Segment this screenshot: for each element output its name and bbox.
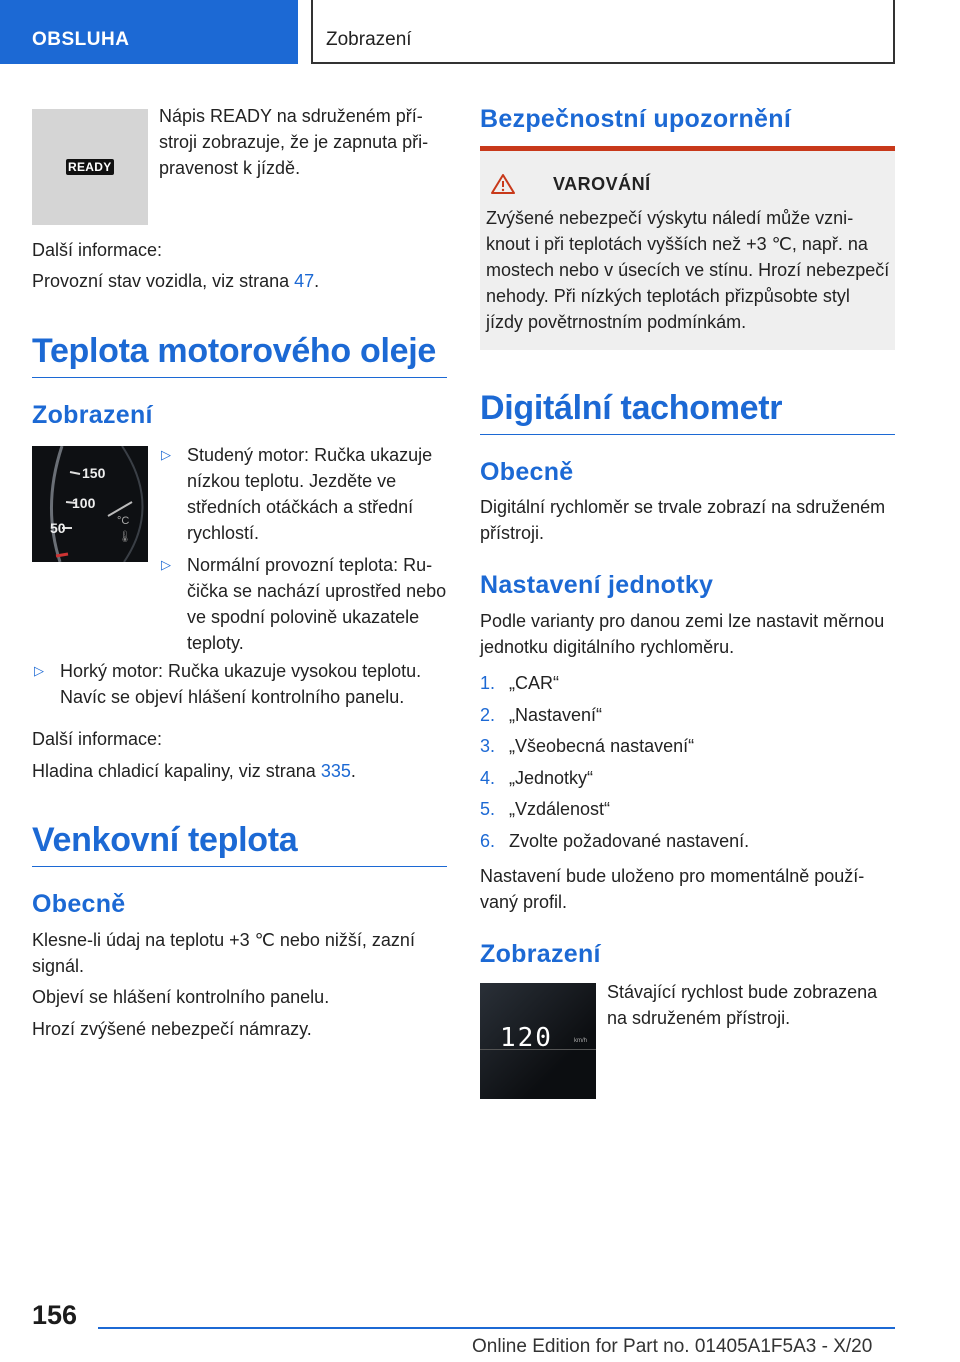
speed-display-thumbnail <box>480 983 596 1099</box>
warning-label: VAROVÁNÍ <box>553 174 651 194</box>
chapter-tab <box>311 0 895 64</box>
ready-thumbnail <box>32 109 148 225</box>
page-link-47[interactable]: 47 <box>294 271 315 291</box>
more-info-label-2: Další informace: <box>32 729 163 749</box>
unit-setting-text: Podle varianty pro danou zemi lze nastavit měrnou jednotku digitálního rychloměru. <box>480 611 885 657</box>
gauge-unit-label: °C <box>117 515 130 527</box>
page-link-335[interactable]: 335 <box>320 761 351 781</box>
warning-text: Zvýšené nebezpečí výskytu náledí může vzniknout i při teplotách vyšších než +3 ℃, např. na mostech nebo v úsecích ve stínu. Hrozí nebezpečí nehody. Při nízkých teplotách přizpůsobte styl jízdy povětrnostním podmínkám. <box>486 208 890 332</box>
list-item: ▷ Horký motor: Ručka ukazuje vysokou teplotu. Navíc se objeví hlášení kontrolního panelu. <box>34 658 447 710</box>
speedo-display-text: Stávající rychlost bude zobrazena na sdruženém přístroji. <box>607 982 878 1028</box>
outside-text-2: Objeví se hlášení kontrolního panelu. <box>32 987 330 1007</box>
outside-text-3: Hrozí zvýšené nebezpečí námrazy. <box>32 1019 312 1039</box>
oil-display-subheading: Zobrazení <box>32 401 153 429</box>
vehicle-state-ref: Provozní stav vozidla, viz strana 47. <box>32 271 320 291</box>
coolant-ref: Hladina chladicí kapaliny, viz strana 335. <box>32 761 356 781</box>
list-item: ▷ Normální provozní teplota: Ručička se nachází uprostřed nebo ve spodní polovině ukazatele teploty. <box>161 552 447 656</box>
gauge-label-100: 100 <box>72 495 96 511</box>
list-item: 4. „Jednotky“ <box>480 767 594 788</box>
warning-box <box>480 151 895 350</box>
list-item: 3. „Všeobecná nastavení“ <box>480 736 695 756</box>
speedo-display-subheading: Zobrazení <box>480 940 601 968</box>
section-label: OBSLUHA <box>32 29 130 50</box>
ready-badge-text: READY <box>68 160 112 174</box>
list-item: 2. „Nastavení“ <box>480 704 603 725</box>
coolant-temp-icon: 🌡 <box>118 531 132 543</box>
list-item: ▷ Studený motor: Ručka ukazuje nízkou teplotu. Jezděte ve středních otáčkách a střední rychlostí. <box>161 442 447 546</box>
safety-heading: Bezpečnostní upozornění <box>480 105 792 133</box>
outside-general-subheading: Obecně <box>32 890 126 918</box>
triangle-bullet-icon: ▷ <box>161 447 171 462</box>
ready-badge <box>66 159 114 175</box>
speedo-general-subheading: Obecně <box>480 458 574 486</box>
gauge-label-150: 150 <box>82 465 106 481</box>
section-tab <box>0 0 298 64</box>
more-info-label-1: Další informace: <box>32 240 163 260</box>
triangle-bullet-icon: ▷ <box>161 557 171 572</box>
ready-text: Nápis READY na sdruženém přístroji zobrazuje, že je zapnuta připravenost k jízdě. <box>159 106 429 178</box>
footer-divider <box>98 1327 895 1329</box>
page-number: 156 <box>32 1300 78 1330</box>
saved-profile-text: Nastavení bude uloženo pro momentálně používaný profil. <box>480 866 865 912</box>
list-item: 6. Zvolte požadované nastavení. <box>480 830 750 851</box>
chapter-label: Zobrazení <box>326 29 412 50</box>
outside-text-1: Klesne-li údaj na teplotu +3 ℃ nebo nižší, zazní signál. <box>32 930 415 976</box>
edition-text: Online Edition for Part no. 01405A1F5A3 - X/20 <box>472 1336 873 1357</box>
gauge-label-50: 50 <box>50 520 66 536</box>
list-item: 1. „CAR“ <box>480 673 559 693</box>
settings-steps-list <box>480 670 895 859</box>
digital-speedo-heading: Digitální tachometr <box>480 388 895 435</box>
oil-temp-heading: Teplota motorového oleje <box>32 331 447 378</box>
speed-value: 120 <box>500 1023 553 1053</box>
warning-triangle-icon <box>490 173 516 195</box>
outside-temp-heading: Venkovní teplota <box>32 820 447 867</box>
oil-gauge-thumbnail <box>32 446 148 562</box>
list-item: 5. „Vzdálenost“ <box>480 799 611 819</box>
speedo-general-text: Digitální rychloměr se trvale zobrazí na sdruženém přístroji. <box>480 497 886 543</box>
triangle-bullet-icon: ▷ <box>34 663 44 678</box>
unit-setting-subheading: Nastavení jednotky <box>480 571 714 599</box>
speed-unit: km/h <box>574 1038 588 1044</box>
oil-bullet-list <box>161 442 447 656</box>
